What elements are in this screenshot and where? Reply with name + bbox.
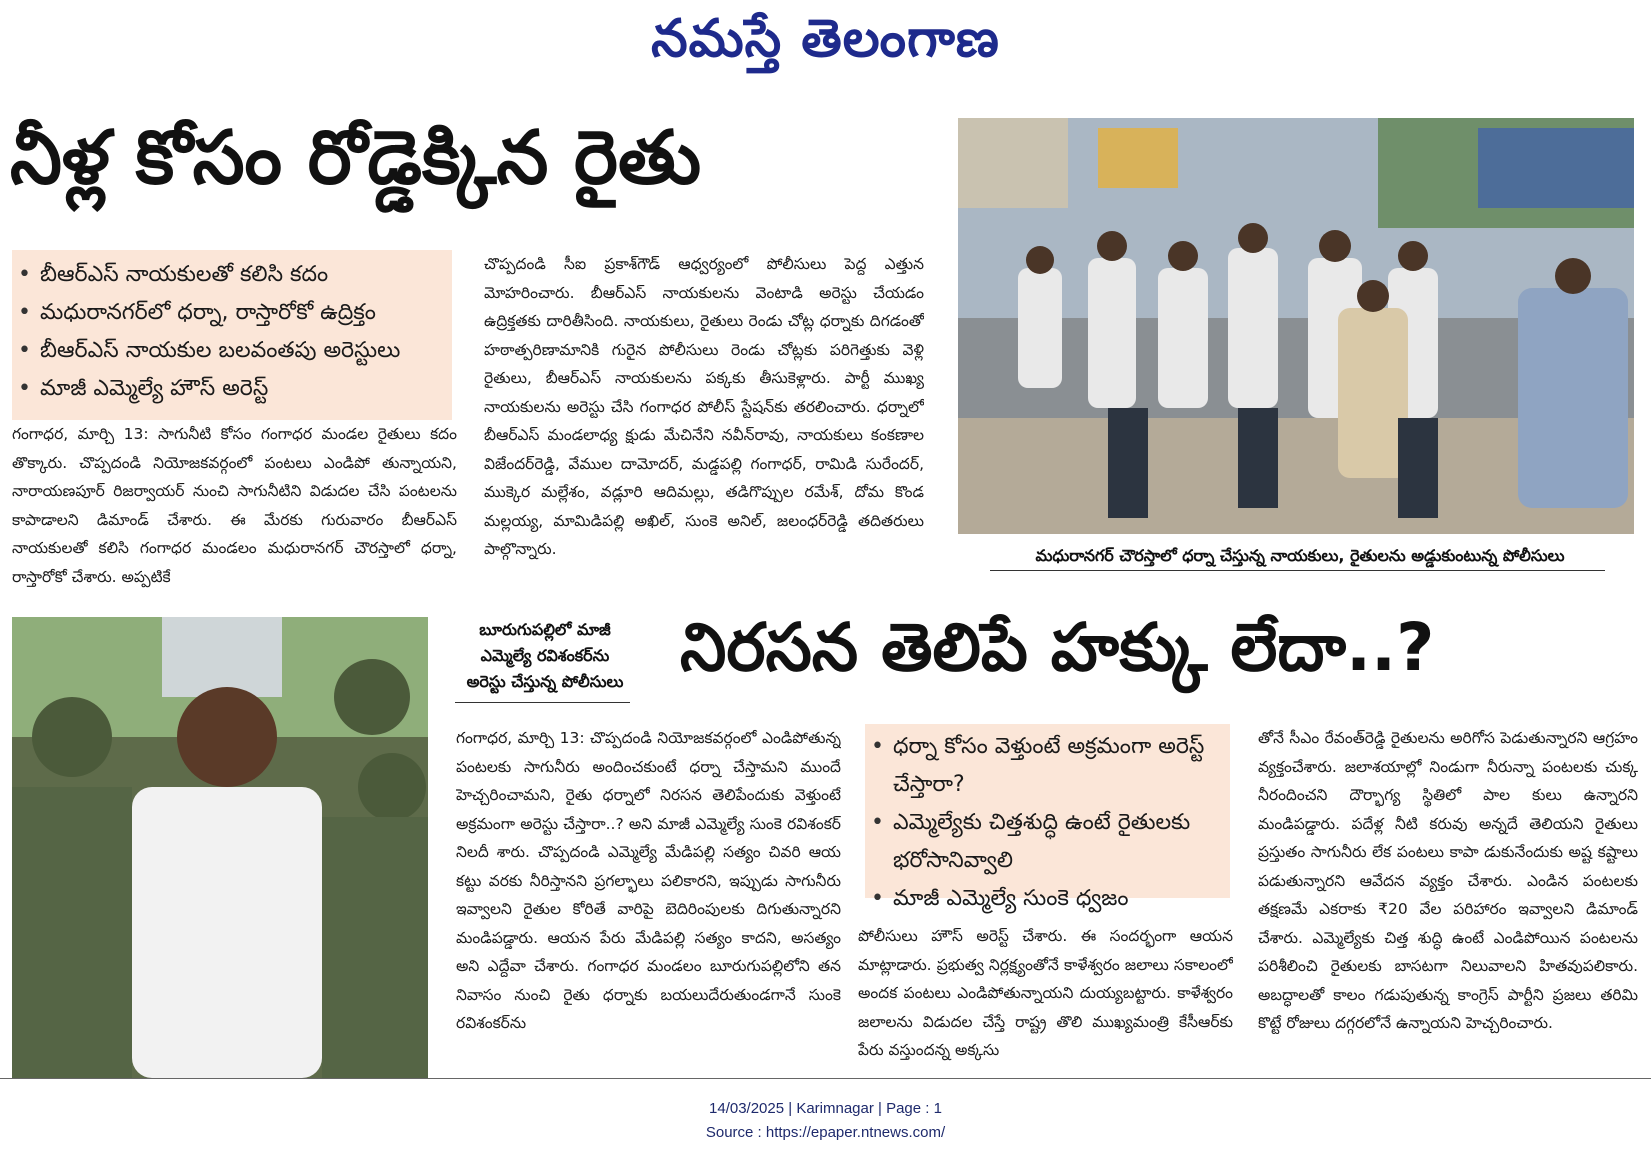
page-bottom-rule	[0, 1078, 1651, 1079]
story1-body-col1: గంగాధర, మార్చి 13: సాగునీటి కోసం గంగాధర మండల రైతులు కదం తొక్కారు. చొప్పదండి నియోజకవర్గంలో పంటలు ఎండిపో తున్నాయని, నారాయణపూర్ రిజర్వాయర్ నుంచి సాగునీటిని విడుదల చేసి పంటలను కాపాడాలని డిమాండ్ చేశారు. ఈ మేరకు గురువారం బీఆర్ఎస్ నాయకులతో కలిసి గంగాధర మండలం మధురానగర్ చౌరస్తాలో ధర్నా, రాస్తారోకో చేశారు. అప్పటికే	[12, 425, 457, 586]
story1-highlight: • బీఆర్ఎస్ నాయకులతో కలిసి కదం	[40, 256, 452, 294]
story2-highlight: • మాజీ ఎమ్మెల్యే సుంకె ధ్వజం	[893, 880, 1230, 918]
arrest-photo-illustration	[12, 617, 428, 1078]
arrest-photo	[12, 617, 428, 1078]
arrest-photo-caption: బూరుగుపల్లిలో మాజీ ఎమ్మెల్యే రవిశంకర్‌ను అరెస్టు చేస్తున్న పోలీసులు	[466, 620, 624, 691]
protest-photo-illustration	[958, 118, 1634, 534]
caption-underline	[455, 702, 630, 703]
caption-underline	[990, 570, 1605, 571]
footer-edition-info: 14/03/2025 | Karimnagar | Page : 1	[709, 1100, 942, 1117]
footer-source: Source : https://epaper.ntnews.com/	[705, 1124, 946, 1141]
story2-body-col3: తోనే సీఎం రేవంత్‌రెడ్డి రైతులను అరిగోస పెడుతున్నారని ఆగ్రహం వ్యక్తంచేశారు. జలాశయాల్లో నిండుగా నీరున్నా పంటలకు చుక్క నీరందించని దౌర్భాగ్య స్థితిలో పాల కులు ఉన్నారని మండిపడ్డారు. పదేళ్ల నీటి కరువు అన్నదే తెలియని రైతులు ప్రస్తుతం సాగునీరు లేక పంటలు కాపా డుకునేందుకు అష్ట కష్టాలు పడుతున్నారని ఆవేదన వ్యక్తం చేశారు. ఎండిన పంటలకు తక్షణమే ఎకరాకు ₹20 వేల పరిహారం ఇవ్వాలని డిమాండ్ చేశారు. ఎమ్మెల్యేకు చిత్త శుద్ధి ఉంటే ఎండిపోయిన పంటలను పరిశీలించి రైతులకు బాసటగా నిలువాలని హితవుపలికారు. అబద్ధాలతో కాలం గడుపుతున్న కాంగ్రెస్ పార్టీని ప్రజలు తరిమి కొట్టే రోజులు దగ్గరలోనే ఉన్నాయని హెచ్చరించారు.	[1258, 729, 1638, 1032]
story2-headline: నిరసన తెలిపే హక్కు లేదా..?	[680, 609, 1435, 686]
story1-body-col2: చొప్పదండి సీఐ ప్రకాశ్‌గౌడ్ ఆధ్వర్యంలో పోలీసులు పెద్ద ఎత్తున మోహరించారు. బీఆర్ఎస్ నాయకులను వెంటాడి అరెస్టు చేయడం ఉద్రిక్తతకు దారితీసింది. నాయకులు, రైతులు రెండు చోట్ల ధర్నాకు దిగడంతో హఠాత్పరిణామానికి గురైన పోలీసులు రెండు చోట్లకు పరిగెత్తుకు వెళ్లి రైతులు, బీఆర్ఎస్ నాయకులను పక్కకు తీసుకెళ్లారు. పార్టీ ముఖ్య నాయకులను అరెస్టు చేసి గంగాధర పోలీస్ స్టేషన్‌కు తరలించారు. ధర్నాలో బీఆర్ఎస్ మండలాధ్య క్షుడు మేచినేని నవీన్‌రావు, నాయకులు కంకణాల విజేందర్‌రెడ్డి, వేముల దామోదర్, మడ్డపల్లి గంగాధర్, రామిడి సురేందర్, ముక్కెర మల్లేశం, వడ్లూరి ఆదిమల్లు, తడిగొప్పుల రమేశ్, దోమ కొండ మల్లయ్య, మామిడిపల్లి అఖిల్, సుంకె అనిల్, జలంధర్‌రెడ్డి తదితరులు పాల్గొన్నారు.	[484, 255, 924, 558]
story2-highlight: • ఎమ్మెల్యేకు చిత్తశుద్ధి ఉంటే రైతులకు భరోసానివ్వాలి	[893, 804, 1230, 880]
story2-highlights-list	[865, 728, 1230, 918]
story1-highlights-box	[12, 250, 452, 420]
story1-highlights-list	[12, 256, 452, 408]
newspaper-masthead: నమస్తే తెలంగాణ	[651, 8, 1000, 69]
story2-body-col1: గంగాధర, మార్చి 13: చొప్పదండి నియోజకవర్గంలో ఎండిపోతున్న పంటలకు సాగునీరు అందించకుంటే ధర్నా చేస్తామని ముందే హెచ్చరించామని, రైతు ధర్నాలో నిరసన తెలిపేందుకు వెళ్తుంటే అక్రమంగా అరెస్టు చేస్తారా..? అని మాజీ ఎమ్మెల్యే సుంకె రవిశంకర్ నిలదీ శారు. చొప్పదండి ఎమ్మెల్యే మేడిపల్లి సత్యం చివరి ఆయ కట్టు వరకు నీరిస్తానని ప్రగల్భాలు పలికారని, ఇప్పుడు సాగునీరు ఇవ్వాలని రైతుల కోరితే వారిపై బెదిరింపులకు దిగుతున్నారని మండిపడ్డారు. ఆయన పేరు మేడిపల్లి సత్యం కాదని, అసత్యం అని ఎద్దేవా చేశారు. గంగాధర మండలం బూరుగుపల్లిలోని తన నివాసం నుంచి రైతు ధర్నాకు బయలుదేరుతుండగానే సుంకె రవిశంకర్‌ను	[456, 729, 841, 1032]
story1-highlight: • మాజీ ఎమ్మెల్యే హౌస్ అరెస్ట్	[40, 370, 452, 408]
protest-photo	[958, 118, 1634, 534]
story1-highlight: • మధురానగర్‌లో ధర్నా, రాస్తారోకో ఉద్రిక్తం	[40, 294, 452, 332]
protest-photo-caption: మధురానగర్ చౌరస్తాలో ధర్నా చేస్తున్న నాయకులు, రైతులను అడ్డుకుంటున్న పోలీసులు	[1035, 546, 1565, 565]
story2-body-col2: పోలీసులు హౌస్ అరెస్ట్ చేశారు. ఈ సందర్భంగా ఆయన మాట్లాడారు. ప్రభుత్వ నిర్లక్ష్యంతోనే కాళేశ్వరం జలాలు సకాలంలో అందక పంటలు ఎండిపోతున్నాయని దుయ్యబట్టారు. కాళేశ్వరం జలాలను విడుదల చేస్తే రాష్ట్ర తొలి ముఖ్యమంత్రి కేసీఆర్‌కు పేరు వస్తుందన్న అక్కసు	[858, 927, 1233, 1059]
story1-highlight: • బీఆర్ఎస్ నాయకుల బలవంతపు అరెస్టులు	[40, 332, 452, 370]
story2-highlights-box	[865, 724, 1230, 911]
story2-highlight: • ధర్నా కోసం వెళ్తుంటే అక్రమంగా అరెస్ట్ చేస్తారా?	[893, 728, 1230, 804]
story1-headline: నీళ్ల కోసం రోడ్డెక్కిన రైతు	[10, 115, 702, 201]
